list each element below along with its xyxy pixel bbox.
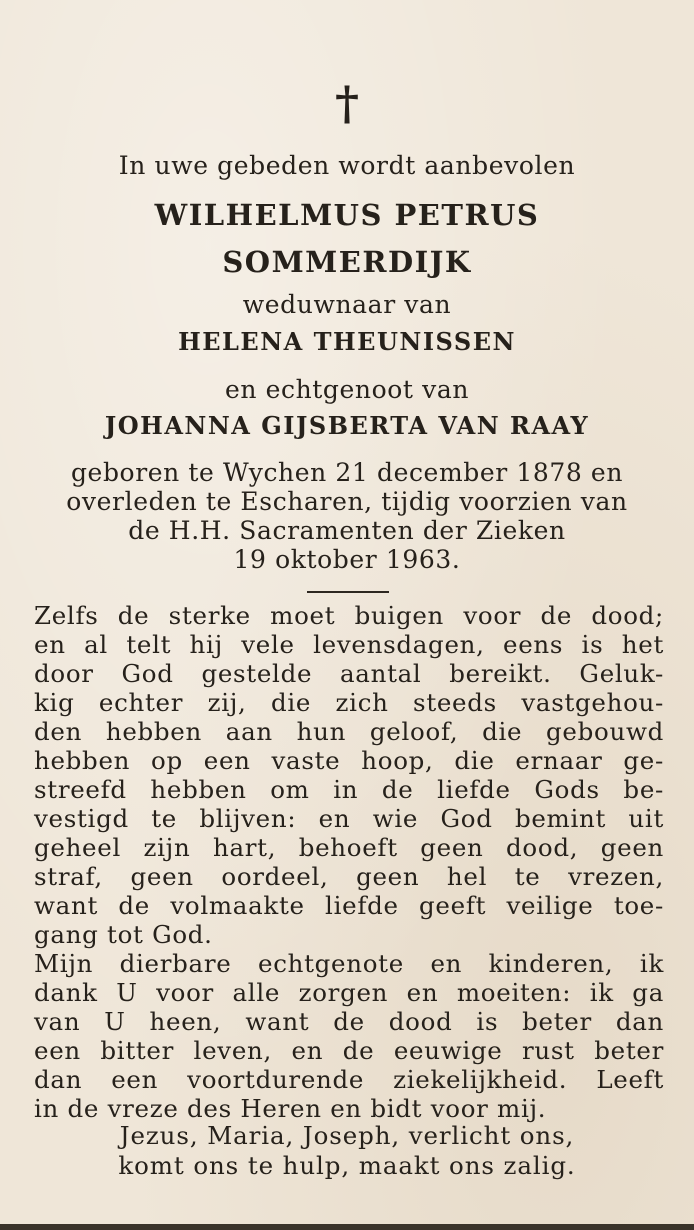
paragraph-line: hebben op een vaste hoop, die ernaar ge- xyxy=(34,746,664,775)
closing-prayer-line: komt ons te hulp, maakt ons zalig. xyxy=(118,1151,576,1180)
paragraph-line: en al telt hij vele levensdagen, eens is het xyxy=(34,630,664,659)
bio-line: 19 oktober 1963. xyxy=(233,545,461,574)
paragraph-line: kig echter zij, die zich steeds vastgehou- xyxy=(34,688,664,717)
bio-line: de H.H. Sacramenten der Zieken xyxy=(128,516,566,545)
intro-line: In uwe gebeden wordt aanbevolen xyxy=(118,151,576,180)
paragraph-line: door God gestelde aantal bereikt. Geluk- xyxy=(34,659,664,688)
paragraph-line: gang tot God. xyxy=(34,920,213,949)
closing-prayer-line: Jezus, Maria, Joseph, verlicht ons, xyxy=(119,1121,575,1150)
paragraph-line: van U heen, want de dood is beter dan xyxy=(34,1007,664,1036)
paragraph-line: want de volmaakte liefde geeft veilige toe- xyxy=(34,891,664,920)
paragraph-line: den hebben aan hun geloof, die gebouwd xyxy=(34,717,664,746)
meditation-paragraph xyxy=(34,601,664,1123)
spouse-of-line: en echtgenoot van xyxy=(224,375,470,404)
bio-line: overleden te Escharen, tijdig voorzien van xyxy=(66,487,628,516)
paragraph-line: geheel zijn hart, behoeft geen dood, geen xyxy=(34,833,664,862)
card-bottom-edge xyxy=(0,1224,694,1230)
cross-icon: † xyxy=(334,76,360,130)
paragraph-line: Mijn dierbare echtgenote en kinderen, ik xyxy=(34,949,664,978)
paragraph-line: in de vreze des Heren en bidt voor mij. xyxy=(34,1094,547,1123)
divider xyxy=(307,591,389,593)
paragraph-line: Zelfs de sterke moet buigen voor de dood; xyxy=(34,601,664,630)
paragraph-line: straf, geen oordeel, geen hel te vrezen, xyxy=(34,862,664,891)
paragraph-line: dan een voortdurende ziekelijkheid. Leeft xyxy=(34,1065,664,1094)
paragraph-line: streefd hebben om in de liefde Gods be- xyxy=(34,775,664,804)
paragraph-line: dank U voor alle zorgen en moeiten: ik ga xyxy=(34,978,664,1007)
deceased-name-line2: SOMMERDIJK xyxy=(222,245,472,279)
first-wife-name: HELENA THEUNISSEN xyxy=(178,327,516,356)
paragraph-line: vestigd te blijven: en wie God bemint uit xyxy=(34,804,664,833)
second-wife-name: JOHANNA GIJSBERTA VAN RAAY xyxy=(104,411,590,440)
deceased-name-line1: WILHELMUS PETRUS xyxy=(154,198,540,232)
widower-of-line: weduwnaar van xyxy=(242,290,452,319)
bio-line: geboren te Wychen 21 december 1878 en xyxy=(70,458,624,487)
paragraph-line: een bitter leven, en de eeuwige rust beter xyxy=(34,1036,664,1065)
